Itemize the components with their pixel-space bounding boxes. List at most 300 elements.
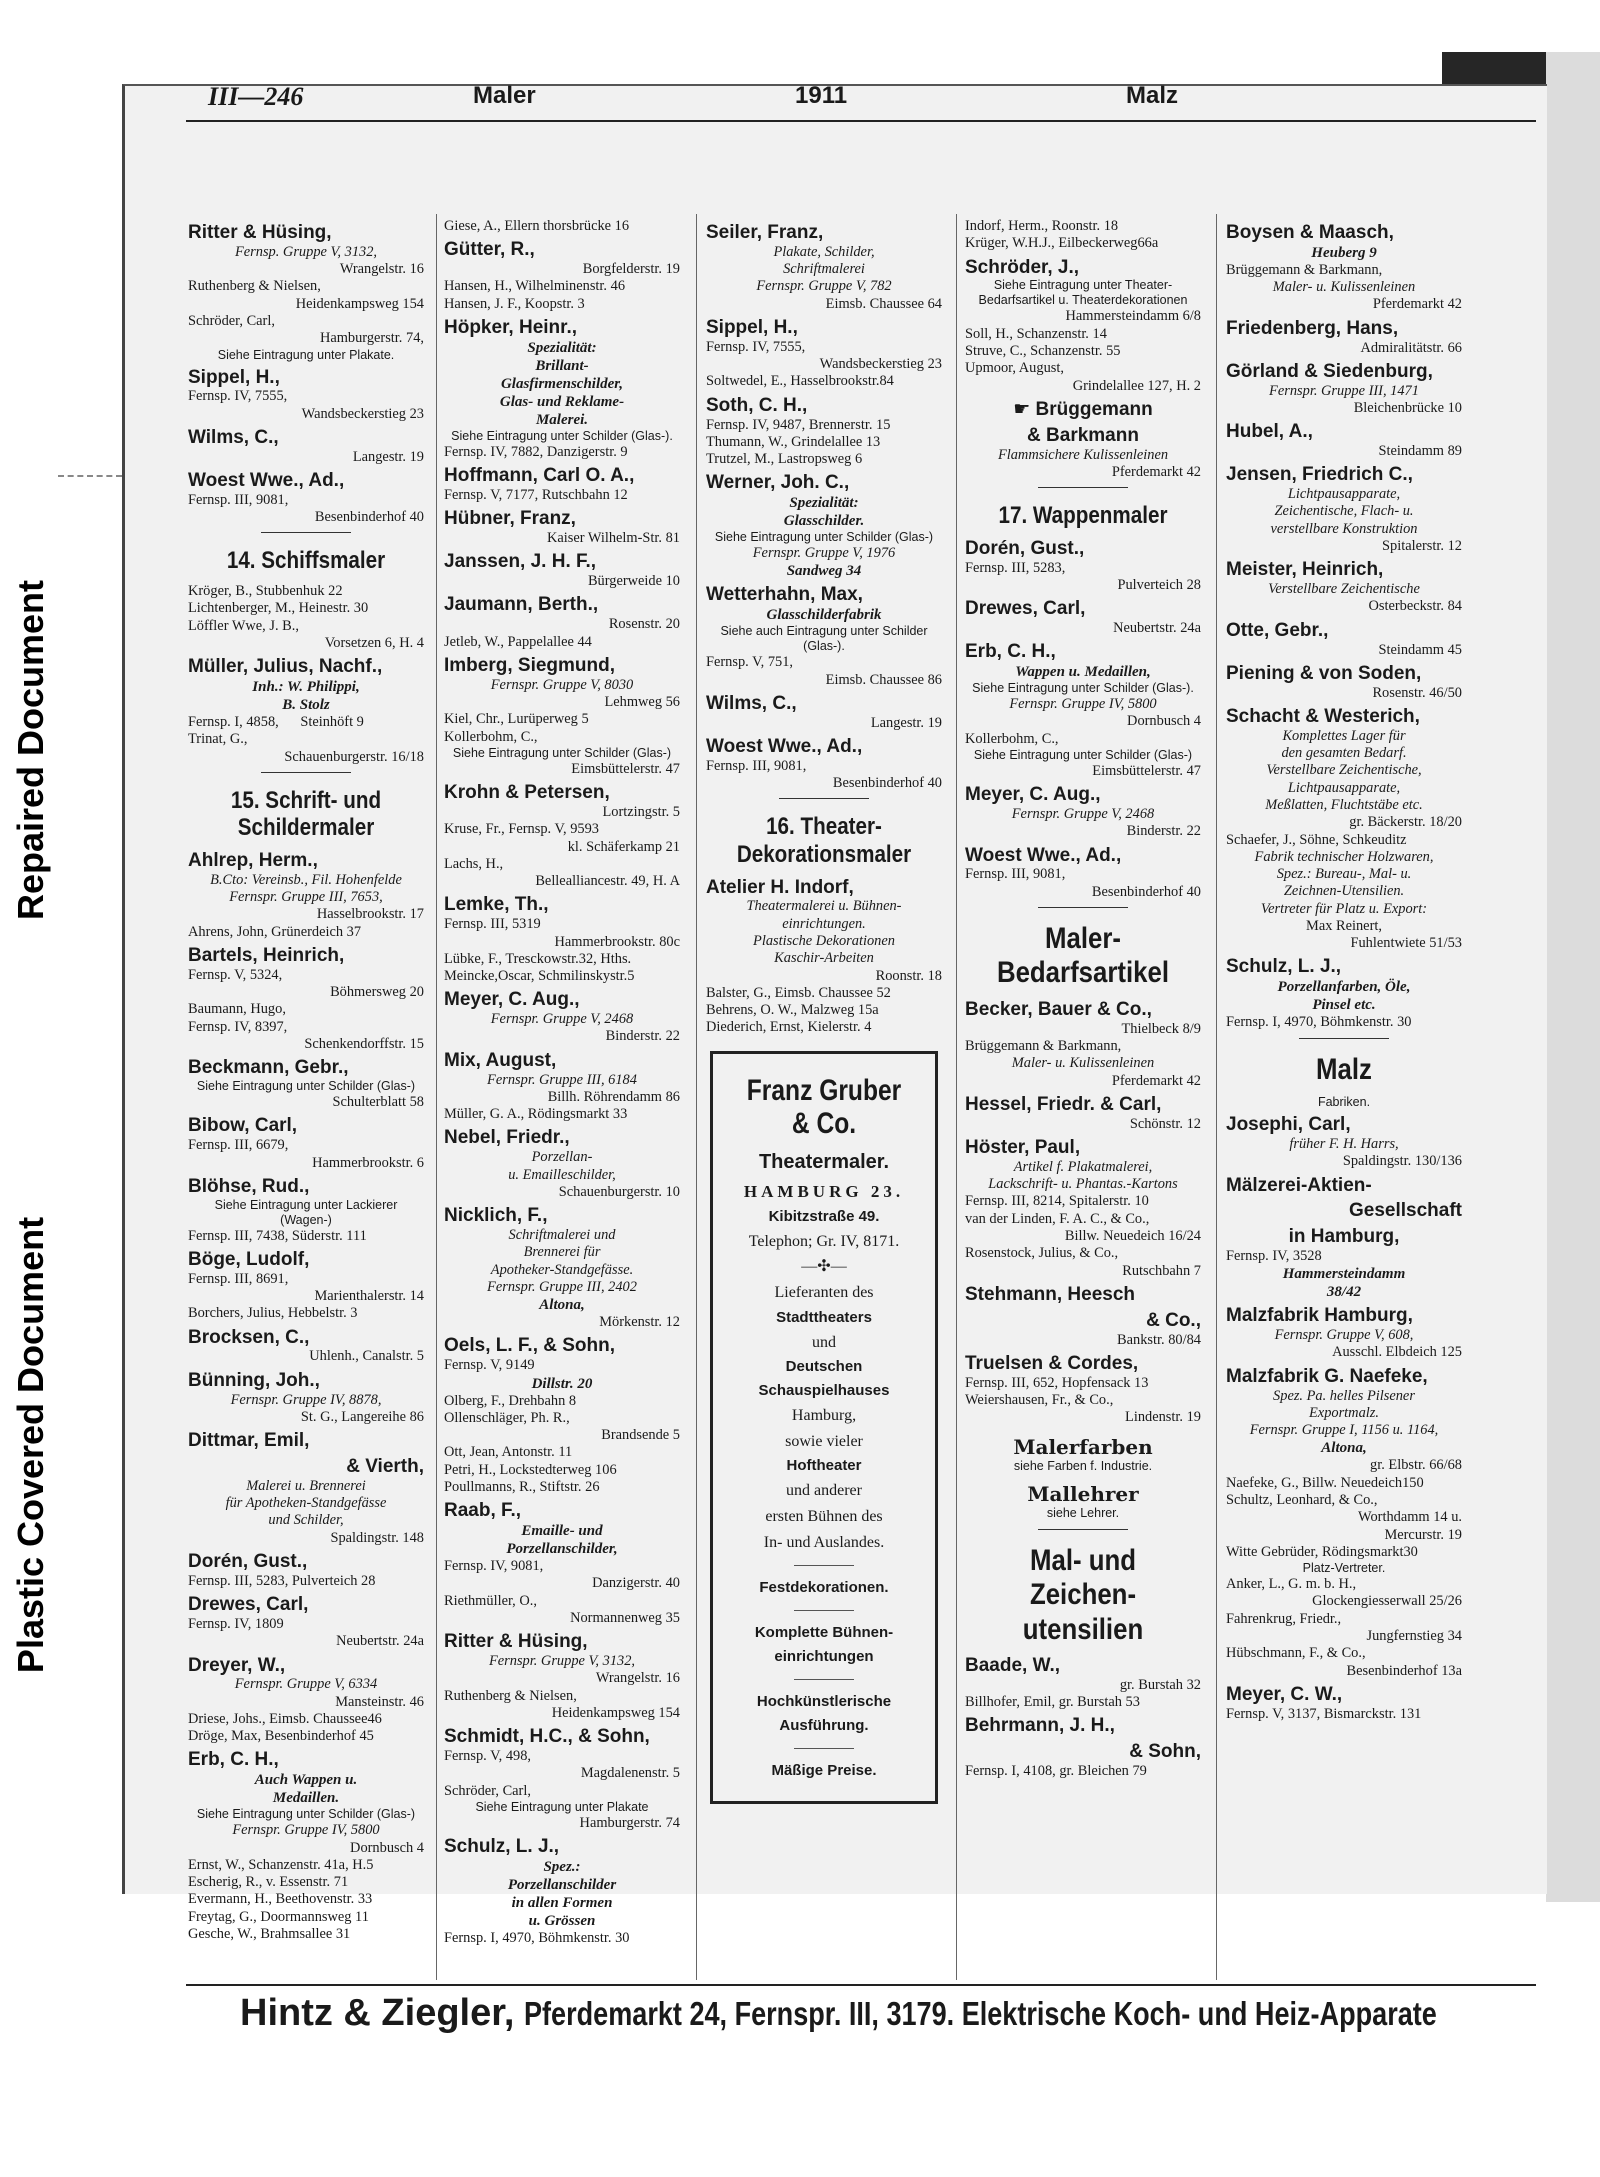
entry-line: Ollenschläger, Ph. R., (444, 1409, 570, 1426)
entry-line: Mansteinstr. 46 (335, 1693, 424, 1710)
ad-feature: Festdekorationen. (759, 1579, 889, 1597)
entry-line: Diederich, Ernst, Kielerstr. 4 (706, 1019, 872, 1036)
entry-line: Böhmersweg 20 (330, 984, 424, 1001)
ad-ornament: —✣— (801, 1258, 847, 1276)
page-number: III—246 (208, 82, 304, 111)
entry-name: & Co., (1146, 1309, 1201, 1331)
entry-line: gr. Burstah 32 (1119, 1676, 1201, 1693)
entry-line: Kröger, B., Stubbenhuk 22 (188, 583, 343, 600)
entry-line: Fahrenkrug, Friedr., (1226, 1610, 1342, 1627)
entry-line: Krüger, W.H.J., Eilbeckerweg66a (965, 235, 1159, 252)
cross-reference-target: siehe Farben f. Industrie. (1013, 1458, 1153, 1473)
entry-line: Upmoor, August, (965, 360, 1064, 377)
column-rule (436, 214, 437, 1980)
entry-line: Rosenstock, Julius, & Co., (965, 1245, 1119, 1262)
entry-line: Thielbeck 8/9 (1121, 1020, 1201, 1037)
entry-line: Fernsp. III, 9081, (188, 491, 289, 508)
entry-line: einrichtungen. (782, 915, 866, 932)
entry-name: Wilms, C., (706, 692, 797, 714)
entry-line: Fernsp. IV, 3528 (1226, 1248, 1322, 1265)
entry-line: Besenbinderhof 40 (314, 509, 424, 526)
entry-note: Siehe auch Eintragung unter Schilder (Glas-). (720, 624, 928, 654)
entry-highlight: Altona, (539, 1297, 585, 1314)
entry-note: Siehe Eintragung unter Schilder (Glas-) (196, 1079, 416, 1094)
ad-firm-name: Franz Gruber & Co. (746, 1073, 902, 1140)
entry-line: Fernsp. IV, 1809 (188, 1615, 284, 1632)
entry-line: Wrangelstr. 16 (595, 1670, 680, 1687)
entry-line: Plastische Dekorationen (753, 933, 895, 949)
section-rule (261, 772, 351, 773)
entry-line: Behrens, O. W., Malzweg 15a (706, 1002, 879, 1019)
entry-name: Dreyer, W., (188, 1654, 286, 1676)
entry-line: Spaldingstr. 130/136 (1342, 1153, 1462, 1170)
section-rule (1038, 1529, 1128, 1530)
entry-line: Evermann, H., Beethovenstr. 33 (188, 1891, 373, 1908)
entry-line: Fernsp. III, 5283, Pulverteich 28 (188, 1572, 376, 1589)
entry-line: Escherig, R., v. Essenstr. 71 (188, 1874, 349, 1891)
entry-line: Löffler Wwe, J. B., (188, 617, 299, 634)
entry-line: Lachs, H., (444, 855, 504, 872)
entry-line: Apotheker-Standgefässe. (490, 1261, 634, 1278)
section-rule (261, 532, 351, 533)
entry-line: Meßlatten, Fluchtstäbe etc. (1265, 796, 1423, 813)
entry-line: Hasselbrookstr. 17 (316, 906, 424, 923)
ad-feature: Hochkünstlerische Ausführung. (756, 1693, 892, 1735)
footer-details: Pferdemarkt 24, Fernspr. III, 3179. Elektrische Koch- und Heiz-Apparate (523, 1995, 1437, 2032)
entry-line: Fuhlentwiete 51/53 (1350, 935, 1462, 952)
entry-line: Ernst, W., Schanzenstr. 41a, H.5 (188, 1856, 374, 1873)
entry-name: Erb, C. H., (965, 641, 1056, 663)
entry-line: Schaefer, J., Söhne, Schkeuditz (1226, 831, 1407, 848)
ad-line: Schauspielhauses (758, 1382, 890, 1400)
ad-line: sowie vieler (785, 1432, 863, 1450)
entry-line: Fernsp. IV, 7882, Danzigerstr. 9 (444, 443, 628, 460)
entry-note: Siehe Eintragung unter Schilder (Glas-). (972, 681, 1194, 696)
repaired-label-strip (6, 490, 56, 1010)
entry-line: Neubertstr. 24a (336, 1633, 424, 1650)
entry-line: Wandsbeckerstieg 23 (819, 356, 942, 373)
entry-line: Fernsp. III, 652, Hopfensack 13 (965, 1374, 1149, 1391)
entry-note: Fabriken. (1317, 1095, 1371, 1110)
ad-line: und anderer (786, 1482, 862, 1500)
entry-highlight: Hammersteindamm (1282, 1266, 1406, 1283)
entry-highlight: Heuberg 9 (1311, 244, 1377, 261)
entry-line: Fernspr. Gruppe I, 1156 u. 1164, (1249, 1422, 1439, 1439)
section-heading: 17. Wappenmaler (998, 502, 1168, 530)
entry-line: Kruse, Fr., Fernsp. V, 9593 (444, 821, 599, 838)
entry-line: Fernspr. Gruppe III, 2402 (487, 1278, 637, 1295)
ad-city: HAMBURG 23. (743, 1181, 905, 1201)
ad-feature: Mäßige Preise. (771, 1762, 877, 1780)
section-heading: 16. Theater- Dekorationsmaler (736, 813, 912, 868)
entry-highlight: Porzellanschilder, (506, 1541, 618, 1558)
footer-firm: Hintz & Ziegler, (240, 1992, 515, 2034)
entry-line: verstellbare Konstruktion (1270, 520, 1418, 537)
entry-line: Fernsp. Gruppe V, 3132, (234, 243, 378, 260)
ad-line: Stadttheaters (776, 1308, 872, 1326)
entry-line: Roonstr. 18 (875, 967, 942, 984)
entry-line: Fernspr. Gruppe V, 6334 (234, 1676, 378, 1693)
entry-line: Hammersteindamm 6/8 (1065, 308, 1201, 325)
entry-line: Fernsp. III, 9081, (706, 757, 807, 774)
entry-line: Fernsp. V, 5324, (188, 966, 283, 983)
entry-highlight: Porzellanfarben, Öle, (1277, 979, 1411, 996)
entry-line: früher F. H. Harrs, (1289, 1135, 1399, 1152)
entry-highlight: B. Stolz (282, 697, 330, 714)
entry-line: Fernsp. III, 8214, Spitalerstr. 10 (965, 1193, 1149, 1210)
entry-line: Normannenweg 35 (570, 1609, 680, 1626)
column-rule (1216, 214, 1217, 1980)
entry-line: Fernspr. Gruppe V, 608, (1274, 1327, 1414, 1344)
entry-name: Seiler, Franz, (706, 222, 824, 243)
entry-line: Schauenburgerstr. 10 (558, 1183, 680, 1200)
column-rule (696, 214, 697, 1980)
entry-name: Schröder, J., (965, 256, 1080, 278)
entry-line: Fernsp. V, 498, (444, 1747, 532, 1764)
entry-line: Brennerei für (523, 1244, 601, 1261)
entry-highlight: Spezialität: (527, 339, 597, 356)
entry-line: Hansen, H., Wilhelminenstr. 46 (444, 278, 626, 295)
entry-name: Woest Wwe., Ad., (706, 736, 863, 757)
entry-line: Pferdemarkt 42 (1111, 1072, 1201, 1089)
column-4 (965, 218, 1201, 1780)
entry-line: gr. Bäckerstr. 18/20 (1349, 814, 1462, 831)
entry-line: Soll, H., Schanzenstr. 14 (965, 325, 1107, 342)
entry-highlight: u. Grössen (528, 1912, 596, 1929)
entry-line: Bürgerweide 10 (587, 573, 680, 590)
entry-line: Rosenstr. 46/50 (1372, 684, 1462, 701)
ad-line: ersten Bühnen des (765, 1508, 883, 1526)
ad-feature: Komplette Bühnen- einrichtungen (754, 1624, 894, 1666)
section-heading: Maler- Bedarfsartikel (996, 921, 1170, 990)
entry-line: Pferdemarkt 42 (1111, 463, 1201, 480)
entry-name: Drewes, Carl, (965, 598, 1086, 620)
entry-line: Komplettes Lager für (1282, 727, 1406, 744)
entry-highlight: Dillstr. 20 (531, 1375, 593, 1392)
entry-line: Fernspr. Gruppe IV, 5800 (1009, 696, 1157, 713)
entry-line: Admiralitätstr. 66 (1360, 339, 1462, 356)
entry-line: Jungfernstieg 34 (1366, 1627, 1462, 1644)
ad-line: Hoftheater (786, 1457, 862, 1475)
section-rule (1038, 907, 1128, 908)
entry-name: Baade, W., (965, 1655, 1061, 1677)
entry-line: Fernsp. V, 3137, Bismarckstr. 131 (1226, 1705, 1422, 1722)
header-right-keyword: Malz (1126, 82, 1179, 109)
entry-line: den gesamten Bedarf. (1281, 745, 1407, 762)
entry-line: Langestr. 19 (352, 448, 424, 465)
entry-name: Hoffmann, Carl O. A., (444, 465, 635, 487)
entry-line: Marienthalerstr. 14 (314, 1288, 424, 1305)
entry-line: Dornbusch 4 (350, 1839, 424, 1856)
entry-note: Siehe Eintragung unter Schilder (Glas-) (196, 1807, 416, 1822)
entry-line: Schultz, Leonhard, & Co., (1226, 1491, 1378, 1508)
entry-line: Zeichnen-Utensilien. (1283, 883, 1405, 900)
entry-name: Malzfabrik Hamburg, (1226, 1305, 1413, 1327)
entry-note: Siehe Eintragung unter Lackierer (Wagen-) (214, 1197, 398, 1227)
entry-line: Riethmüller, O., (444, 1592, 537, 1609)
entry-line: Borchers, Julius, Hebbelstr. 3 (188, 1305, 358, 1322)
column-5 (1226, 218, 1462, 1723)
section-rule (779, 798, 869, 799)
entry-line: Binderstr. 22 (605, 1028, 680, 1045)
entry-name: in Hamburg, (1288, 1226, 1400, 1248)
entry-name: Schmidt, H.C., & Sohn, (444, 1726, 650, 1748)
entry-line: Lackschrift- u. Phantas.-Kartons (988, 1176, 1178, 1193)
ad-line: Lieferanten des (774, 1284, 874, 1302)
entry-name: Raab, F., (444, 1500, 522, 1522)
entry-name: Meyer, C. W., (1226, 1683, 1343, 1705)
ad-line: Hamburg, (791, 1407, 857, 1425)
entry-name: & Sohn, (1129, 1741, 1201, 1763)
entry-line: Fernsp. V, 7177, Rutschbahn 12 (444, 486, 628, 503)
entry-name: Mix, August, (444, 1049, 557, 1071)
ad-divider (794, 1610, 854, 1611)
entry-line: Gesche, W., Brahmsallee 31 (188, 1926, 351, 1942)
entry-line: Witte Gebrüder, Rödingsmarkt30 (1226, 1543, 1418, 1560)
entry-line: Exportmalz. (1309, 1404, 1379, 1421)
entry-line: Soltwedel, E., Hasselbrookstr.84 (706, 373, 894, 390)
entry-line: Hammerbrookstr. 80c (554, 933, 680, 950)
entry-name: Boysen & Maasch, (1226, 222, 1394, 243)
entry-line: Verstellbare Zeichentische, (1266, 762, 1422, 779)
entry-highlight: Altona, (1321, 1440, 1367, 1457)
entry-line: Schriftmalerei und (508, 1226, 616, 1243)
entry-line: Lehmweg 56 (604, 694, 680, 710)
entry-line: Fernspr. Gruppe V, 1976 (752, 545, 896, 562)
entry-line: Dröge, Max, Besenbinderhof 45 (188, 1728, 374, 1745)
entry-name: Dittmar, Emil, (188, 1430, 310, 1452)
entry-line: Besenbinderhof 40 (832, 775, 942, 792)
entry-line: Brandsende 5 (601, 1427, 680, 1444)
entry-name: Drewes, Carl, (188, 1594, 309, 1616)
entry-line: Verstellbare Zeichentische (1268, 581, 1420, 598)
entry-highlight: Medaillen. (272, 1790, 340, 1807)
column-3 (706, 218, 942, 1818)
entry-line: Uhlenh., Canalstr. 5 (309, 1348, 424, 1365)
entry-line: Flammsichere Kulissenleinen (997, 446, 1169, 463)
entry-highlight: Glasschilder. (783, 513, 865, 530)
entry-line: Fernsp. IV, 7555, (706, 338, 806, 355)
entry-line: Vertreter für Platz u. Export: (1260, 900, 1428, 917)
entry-highlight: Brillant- (535, 357, 589, 374)
entry-line: Naefeke, G., Billw. Neuedeich150 (1226, 1474, 1424, 1491)
entry-line: Schriftmalerei (783, 261, 865, 278)
entry-name: Krohn & Petersen, (444, 782, 610, 804)
column-1 (188, 218, 424, 1943)
section-rule (1038, 487, 1128, 488)
entry-line: kl. Schäferkamp 21 (567, 838, 680, 855)
entry-line: Schulterblatt 58 (332, 1094, 424, 1111)
entry-line: Brüggemann & Barkmann, (965, 1038, 1122, 1055)
entry-line: Schenkendorffstr. 15 (304, 1036, 424, 1052)
entry-line: Thumann, W., Grindelallee 13 (706, 433, 881, 450)
entry-line: Fernsp. III, 7438, Süderstr. 111 (188, 1227, 367, 1244)
entry-line: Lichtpausapparate, (1287, 779, 1401, 796)
entry-line: Fernsp. IV, 9487, Brennerstr. 15 (706, 416, 891, 433)
entry-line: Eimsb. Chaussee 86 (825, 671, 942, 688)
entry-line: Steindamm 89 (1378, 443, 1462, 460)
entry-line: Fernsp. III, 5319 (444, 916, 541, 933)
entry-name: Nicklich, F., (444, 1205, 548, 1227)
entry-line: Eimsbüttelerstr. 47 (571, 760, 680, 777)
entry-line: Fernsp. IV, 9081, (444, 1558, 544, 1575)
entry-line: Worthdamm 14 u. (1358, 1509, 1462, 1526)
entry-name: Josephi, Carl, (1226, 1114, 1351, 1136)
entry-line: Balster, G., Eimsb. Chaussee 52 (706, 984, 891, 1001)
cross-reference-target: siehe Lehrer. (1046, 1505, 1120, 1520)
entry-name: Schacht & Westerich, (1226, 705, 1420, 727)
entry-name: ☛ Brüggemann (1013, 398, 1153, 420)
entry-line: Dornbusch 4 (1127, 713, 1201, 730)
entry-name: Soth, C. H., (706, 394, 808, 416)
entry-line: Fernsp. V, 9149 (444, 1357, 535, 1374)
entry-name: Mälzerei-Aktien- (1226, 1174, 1372, 1196)
entry-name: Werner, Joh. C., (706, 472, 850, 494)
entry-line: Lichtenberger, M., Heinestr. 30 (188, 600, 369, 617)
entry-note: Siehe Eintragung unter Theater-Bedarfsartikel u. Theaterdekorationen (978, 278, 1188, 308)
entry-name: Friedenberg, Hans, (1226, 317, 1399, 339)
cross-reference-title: Malerfarben (1013, 1434, 1153, 1459)
entry-name: Meister, Heinrich, (1226, 559, 1384, 581)
entry-line: Heidenkampsweg 154 (295, 295, 424, 312)
entry-name: Dorén, Gust., (965, 537, 1085, 559)
entry-line: Ruthenberg & Nielsen, (188, 278, 321, 295)
entry-highlight: Pinsel etc. (1312, 997, 1376, 1014)
entry-line: Fernsp. III, 5283, (965, 559, 1066, 576)
entry-line: Hamburgerstr. 74 (579, 1814, 680, 1831)
entry-line: Binderstr. 22 (1126, 823, 1201, 840)
entry-note: Platz-Vertreter. (1302, 1561, 1386, 1576)
footer-rule (186, 1984, 1536, 1986)
entry-name: Malzfabrik G. Naefeke, (1226, 1365, 1428, 1387)
ad-divider (794, 1679, 854, 1680)
entry-line: gr. Elbstr. 66/68 (1370, 1457, 1462, 1474)
entry-line: Schönstr. 12 (1129, 1115, 1201, 1132)
entry-name: Stehmann, Heesch (965, 1283, 1135, 1305)
entry-line: Pferdemarkt 42 (1372, 296, 1462, 313)
entry-name: Behrmann, J. H., (965, 1715, 1115, 1737)
ad-divider (794, 1748, 854, 1749)
entry-line: Fernspr. Gruppe V, 2468 (490, 1011, 634, 1028)
entry-name: Bartels, Heinrich, (188, 945, 345, 967)
entry-line: Danzigerstr. 40 (592, 1575, 680, 1592)
entry-line: Eimsbüttelerstr. 47 (1092, 762, 1201, 779)
entry-name: Höster, Paul, (965, 1137, 1081, 1159)
entry-line: Schröder, Carl, (444, 1782, 531, 1799)
entry-line: Spaldingstr. 148 (330, 1529, 424, 1546)
entry-line: Maler- u. Kulissenleinen (1011, 1055, 1155, 1072)
entry-line: Spez.: Bureau-, Mal- u. (1276, 866, 1412, 883)
entry-name: Lemke, Th., (444, 894, 549, 916)
ad-line: In- und Auslandes. (763, 1533, 885, 1551)
entry-name: Bibow, Carl, (188, 1115, 298, 1137)
entry-name: Höpker, Heinr., (444, 316, 578, 338)
entry-line: Hamburgerstr. 74, (319, 330, 424, 347)
entry-line: Trutzel, M., Lastropsweg 6 (706, 451, 863, 468)
entry-line: Fernspr. Gruppe IV, 8878, (230, 1391, 382, 1408)
entry-line: Fernsp. IV, 8397, (188, 1018, 288, 1035)
entry-line: Weiershausen, Fr., & Co., (965, 1391, 1114, 1408)
ad-street: Kibitzstraße 49. (768, 1207, 880, 1225)
entry-line: Rosenstr. 20 (608, 616, 680, 633)
entry-line: Besenbinderhof 13a (1346, 1662, 1462, 1679)
entry-name: Woest Wwe., Ad., (188, 470, 345, 492)
entry-name: Truelsen & Cordes, (965, 1352, 1139, 1374)
entry-name: Dorén, Gust., (188, 1550, 308, 1572)
entry-line: Schauenburgerstr. 16/18 (284, 748, 424, 765)
entry-highlight: in allen Formen (511, 1894, 613, 1911)
entry-line: Giese, A., Ellern thorsbrücke 16 (444, 218, 630, 234)
entry-name: Oels, L. F., & Sohn, (444, 1335, 616, 1357)
entry-line: Fernsp. IV, 7555, (188, 388, 288, 405)
entry-line: Fabrik technischer Holzwaren, (1254, 848, 1434, 865)
entry-line: Billh. Röhrendamm 86 (547, 1088, 680, 1105)
entry-name: Wetterhahn, Max, (706, 584, 863, 606)
entry-highlight: Glasfirmenschilder, (500, 375, 624, 392)
entry-line: Max Reinert, (1306, 917, 1382, 934)
entry-line: Lortzingstr. 5 (602, 803, 680, 820)
entry-line: Magdalenenstr. 5 (580, 1765, 680, 1782)
entry-line: Hammerbrookstr. 6 (312, 1154, 424, 1171)
entry-line: Schröder, Carl, (188, 312, 275, 329)
section-rule (1299, 1038, 1389, 1039)
entry-line: Spez. Pa. helles Pilsener (1273, 1387, 1415, 1404)
entry-line: Grindelallee 127, H. 2 (1072, 377, 1201, 394)
entry-name: Müller, Julius, Nachf., (188, 656, 383, 678)
entry-line: Trinat, G., (188, 731, 248, 748)
entry-line: Vorsetzen 6, H. 4 (324, 634, 424, 651)
entry-name: Piening & von Soden, (1226, 662, 1422, 684)
cross-reference (965, 1482, 1201, 1521)
entry-name: Ahlrep, Herm., (188, 850, 318, 872)
header-left-keyword: Maler (473, 82, 536, 109)
entry-line: Kaschir-Arbeiten (774, 950, 874, 967)
entry-highlight: Malerei. (535, 411, 589, 428)
entry-line: Rutschbahn 7 (1122, 1262, 1201, 1279)
entry-line: Osterbeckstr. 84 (1368, 598, 1462, 615)
entry-name: Brocksen, C., (188, 1326, 310, 1348)
entry-line: Fernspr. Gruppe V, 8030 (490, 676, 634, 693)
entry-line: Fernspr. Gruppe V, 2468 (1011, 806, 1155, 822)
entry-line: Fernsp. III, 9081, (965, 866, 1066, 883)
entry-line: Mercurstr. 19 (1384, 1526, 1462, 1543)
entry-name: Janssen, J. H. F., (444, 551, 597, 573)
entry-name: Meyer, C. Aug., (444, 989, 580, 1011)
entry-name: Schulz, L. J., (1226, 956, 1342, 978)
entry-name: Ritter & Hüsing, (188, 222, 332, 243)
entry-line: Fernspr. Gruppe IV, 5800 (232, 1822, 380, 1839)
entry-line: van der Linden, F. A. C., & Co., (965, 1210, 1150, 1227)
column-3-entries (706, 222, 942, 1037)
entry-line: Eimsb. Chaussee 64 (825, 295, 942, 312)
entry-line: Anker, L., G. m. b. H., (1226, 1576, 1357, 1593)
franz-gruber-advertisement (710, 1051, 938, 1805)
entry-note: Siehe Eintragung unter Schilder (Glas-) (714, 530, 934, 545)
entry-name: Erb, C. H., (188, 1749, 279, 1771)
entry-line: Pulverteich 28 (1117, 576, 1201, 593)
entry-line: Fernsp. I, 4108, gr. Bleichen 79 (965, 1763, 1147, 1780)
entry-line: Ahrens, John, Grünerdeich 37 (188, 923, 362, 940)
entry-line: Fernspr. Gruppe III, 7653, (229, 889, 383, 906)
entry-line: Struve, C., Schanzenstr. 55 (965, 342, 1121, 359)
entry-name: Becker, Bauer & Co., (965, 998, 1152, 1020)
entry-line: Brüggemann & Barkmann, (1226, 261, 1383, 278)
entry-name: Woest Wwe., Ad., (965, 844, 1122, 866)
entry-line: Fernsp. III, 8691, (188, 1270, 289, 1287)
ad-divider (794, 1565, 854, 1566)
plastic-covered-label: Plastic Covered Document (10, 1216, 52, 1674)
entry-note: Siehe Eintragung unter Plakate. (217, 347, 395, 362)
